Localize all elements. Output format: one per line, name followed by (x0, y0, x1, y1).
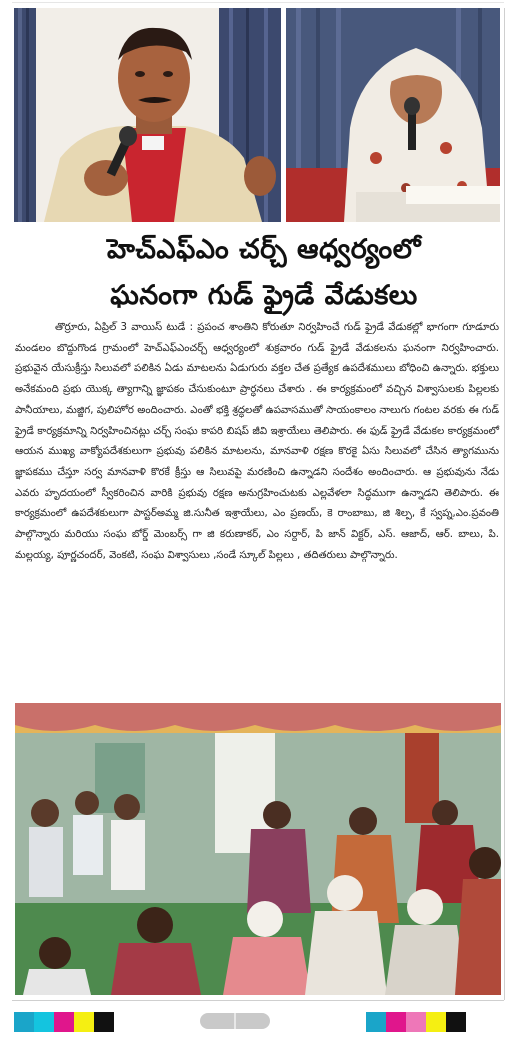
color-swatch (406, 1012, 426, 1032)
headline-line-2: ఘనంగా గుడ్ ఫ్రైడే వేడుకలు (110, 280, 418, 311)
speaker-photo-illustration (14, 8, 281, 222)
color-swatch (366, 1012, 386, 1032)
headline-line-1: హెచ్ఎఫ్ఎం చర్చ్ ఆధ్వర్యంలో (107, 234, 421, 265)
top-rule (12, 2, 504, 3)
congregation-photo (15, 703, 501, 995)
article-body: తొర్రూరు, ఏప్రిల్ 3 వాయిస్ టుడే : ప్రపంచ శాంతిని కోరుతూ నిర్వహించే గుడ్ ఫ్రైడే వేడుకల్లో భాగంగా గూడూరు మండలం బొద్దుగొండ గ్రామంలో హెచ్ఎఫ్ఎంచర్చ్ ఆధ్వర్యంలో శుక్రవారం గుడ్ ఫ్రైడే వేడుకలను ఘనంగా నిర్వహించారు. ప్రభువైన యేసుక్రీస్తు సిలువలో పలికిన ఏడు మాటలను ఏడుగురు వక్తల చేత ప్రత్యేక ఉపదేశములు బోధించి ఉన్నారు. భక్తులు అనేకమంది ప్రభు యొక్క త్యాగాన్ని జ్ఞాపకం చేసుకుంటూ ప్రార్ధనలు చేశారు . ఈ కార్యక్రమంలో వచ్చిన విశ్వాసులకు పిల్లలకు పానీయాలు, మజ్జిగ, పులిహోర అందించారు. ఎంతో భక్తి శ్రద్ధలతో ఉపవాసముతో సాయంకాలం నాలుగు గంటల వరకు ఈ గుడ్ ఫ్రైడే కార్యక్రమాన్ని నిర్వహించినట్లు చర్చ్ సంఘ కాపరి బిషప్ జీవి ఇశ్రాయేలు తెలిపారు. ఈ ఫుడ్ ఫ్రైడే వేడుకల కార్యక్రమంలో ఆయన ముఖ్య వాక్యోపదేశకులుగా ప్రభువు పలికిన మాటలను, మానవాళి రక్షణ కొరకై ఏసు సిలువలో చేసిన త్యాగమును జ్ఞాపకము చేస్తూ సర్వ మానవాళి కొరకే క్రీస్తు ఆ సిలువపై మరణించి ఉన్నాడని సందేశం అందించారు. ఆ ప్రభువును నేడు ఎవరు హృదయంలో స్వీకరించిన వారికి ప్రభువు రక్షణ అనుగ్రహించుటకు ఎల్లవేళలా సిద్ధముగా ఉన్నాడని తెలిపారు. ఈ కార్యక్రమంలో ఉపదేశకులుగా పాస్టర్అమ్మ జి.సునీత ఇశ్రాయేలు, ఎం ప్రణయ్, కె రాంబాబు, జి శిల్ప, కే స్వప్న,ఎం.ప్రవంతి పాల్గొన్నారు మరియు సంఘ బోర్డ్ మెంబర్స్ గా జి కరుణాకర్, ఎం సర్దార్, పి జాన్ విక్టర్, ఎస్. ఆజాద్, ఆర్. బాలు, పి. మల్లయ్య, పూర్ణచందర్, వెంకటి, సంఘ విశ్వాసులు ,సండే స్కూల్ పిల్లలు , తదితరులు పాల్గొన్నారు. (15, 322, 499, 561)
color-swatch (446, 1012, 466, 1032)
page-scroll-handle[interactable] (200, 1013, 270, 1029)
color-swatch (426, 1012, 446, 1032)
color-swatch (54, 1012, 74, 1032)
color-swatches-right (366, 1012, 466, 1032)
right-rule (504, 8, 505, 1000)
color-swatch (14, 1012, 34, 1032)
color-swatch (34, 1012, 54, 1032)
woman-speaker-photo-illustration (286, 8, 500, 222)
color-swatch (74, 1012, 94, 1032)
bottom-rule (12, 1000, 504, 1001)
color-swatch (386, 1012, 406, 1032)
color-swatch (94, 1012, 114, 1032)
woman-speaker-photo (286, 8, 500, 222)
speaker-photo (14, 8, 281, 222)
congregation-photo-illustration (15, 703, 501, 995)
color-swatches-left (14, 1012, 114, 1032)
